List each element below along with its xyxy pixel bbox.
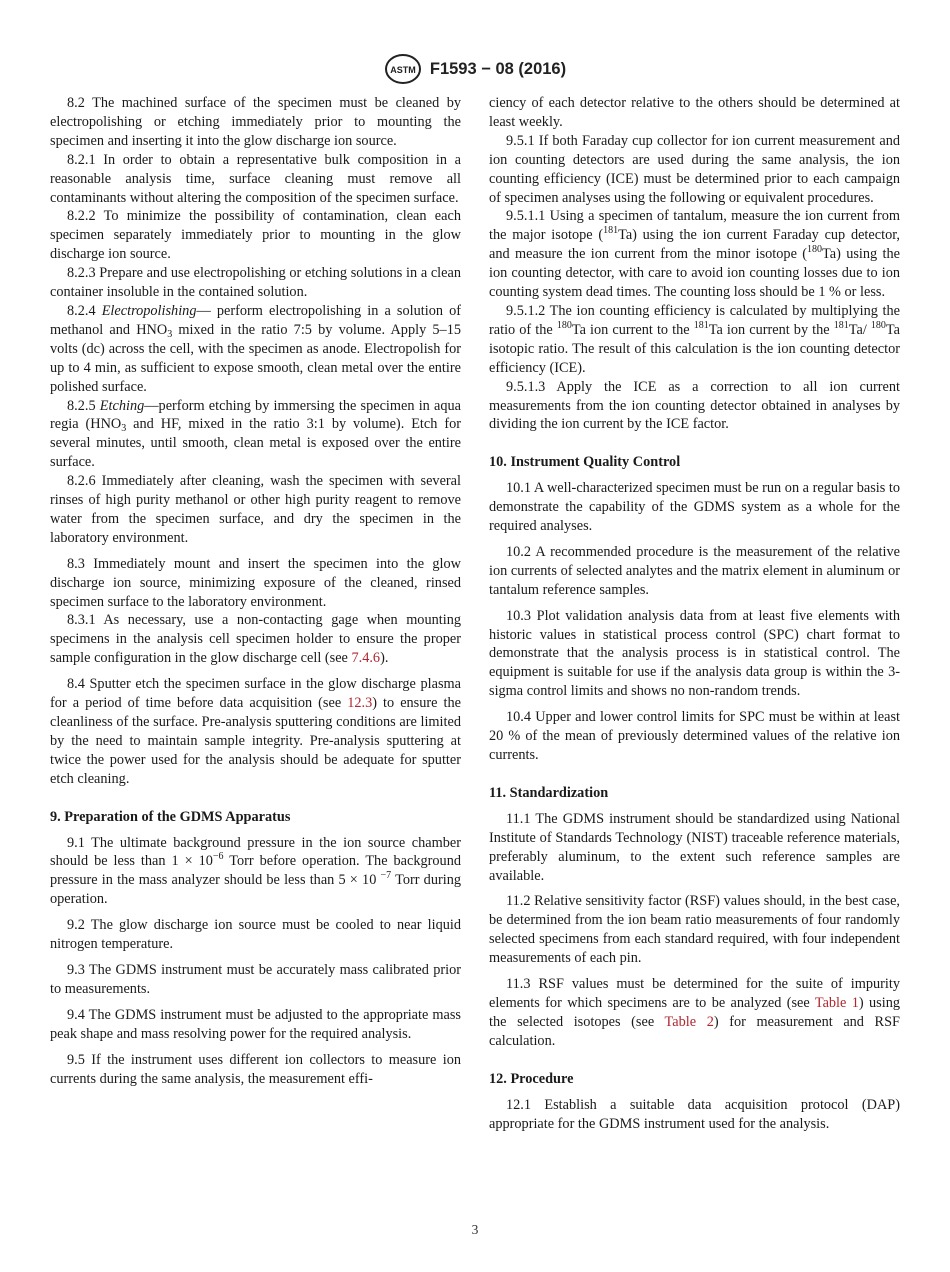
paragraph-11-2: 11.2 Relative sensitivity factor (RSF) values should, in the best case, be determined from the ion beam ratio measurements of four randomly selected specimens from each standard required, with four independent measurements of each pin. [489,893,900,967]
paragraph-10-1: 10.1 A well-characterized specimen must be run on a regular basis to demonstrate the capability of the GDMS system as a whole for the required analyses. [489,480,900,535]
paragraph-8-2: 8.2 The machined surface of the specimen must be cleaned by electropolishing or etching immediately prior to mounting the specimen and inserting it into the glow discharge ion source. [50,95,461,149]
paragraph-8-2-5: 8.2.5 Etching—perform etching by immersing the specimen in aqua regia ($HNO_3$ and HF, mixed in the ratio 3:1 by volume). Etch for several minutes, until smooth, clean metal is exposed over the entire surface. [50,397,461,471]
page-number: 3 [471,1222,479,1237]
paragraph-9-5-continued: ciency of each detector relative to the others should be determined at least weekly. [489,95,900,130]
paragraph-8-2-3: 8.2.3 Prepare and use electropolishing or etching solutions in a clean container insoluble in the contained solution. [50,265,461,301]
paragraph-9-1: 9.1 The ultimate background pressure in the ion source chamber should be less than $1 \times 10^{-6}$ Torr before operation. The background pressure in the mass analyzer should be less than 5 × 10 $^{-7}$ Torr during operation. [50,834,461,908]
paragraph-9-2: 9.2 The glow discharge ion source must be cooled to near liquid nitrogen temperature. [50,917,461,953]
paragraph-9-5-1-1: 9.5.1.1 Using a specimen of tantalum, measure the ion current from the major isotope ($^{181}$Ta) using the ion current Faraday cup detector, and measure the ion current from the minor isotope ($^{180}$Ta) using the ion counting detector, with care to avoid ion counting losses due to ion counting system dead times. The counting loss should be 1 % or less. [489,208,900,301]
section-heading-10: 10. Instrument Quality Control [489,454,681,471]
paragraph-10-3: 10.3 Plot validation analysis data from at least five elements with historic values in statistical process control (SPC) chart format to demonstrate that the analysis process is in statistical control. The equipment is suitable for use if the analysis data group is within the 3-sigma control limits and shows no non-random trends. [489,607,900,700]
paragraph-9-5-1-3: 9.5.1.3 Apply the ICE as a correction to all ion current measurements from the ion counting detector obtained in analyses by dividing the ion current by the ICE factor. [489,378,900,433]
section-heading-11: 11. Standardization [489,784,609,801]
link-table-2[interactable]: Table 2 [664,1013,714,1030]
link-7-4-6[interactable]: 7.4.6 [351,650,381,667]
paragraph-8-2-2: 8.2.2 To minimize the possibility of contamination, clean each specimen separately immediately prior to mounting in the glow discharge ion source. [50,208,461,263]
paragraph-8-2-6: 8.2.6 Immediately after cleaning, wash the specimen with several rinses of high purity methanol or other high purity reagent to remove water from the specimen surface, and dry the specimen in the laboratory environment. [50,473,461,546]
right-column [489,94,900,1133]
paragraph-10-4: 10.4 Upper and lower control limits for SPC must be within at least 20 % of the mean of previously determined values of the relative ion currents. [489,709,900,763]
paragraph-9-5-1-2: 9.5.1.2 The ion counting efficiency is calculated by multiplying the ratio of the $^{180}$Ta ion current to the $^{181}$Ta ion current by the $^{181}$Ta/ $^{180}$Ta isotopic ratio. The result of this calculation is the ion counting detector efficiency (ICE). [489,302,900,376]
paragraph-11-1: 11.1 The GDMS instrument should be standardized using National Institute of Standards Technology (NIST) traceable reference materials, preferably aluminum, to the extent such reference samples are available. [489,810,900,884]
astm-logo-icon [384,53,422,85]
paragraph-9-4: 9.4 The GDMS instrument must be adjusted to the appropriate mass peak shape and mass resolving power for the required analysis. [50,1006,461,1042]
svg-text:ASTM: ASTM [390,65,416,75]
page-header [0,52,950,86]
paragraph-8-4: 8.4 Sputter etch the specimen surface in the glow discharge plasma for a period of time before data acquisition (see 12.3) to ensure the cleanliness of the surface. Pre-analysis sputtering conditions are limited by the need to maintain sample integrity. Pre-analysis sputtering at twice the power used for the analysis should be adequate for sputter etch cleaning. [50,676,462,787]
link-12-3[interactable]: 12.3 [347,695,373,712]
left-column [50,94,461,1088]
paragraph-8-3: 8.3 Immediately mount and insert the specimen into the glow discharge ion source, minimizing exposure of the cleaned, rinsed specimen surface to the laboratory environment. [50,555,461,610]
term-electropolishing: Electropolishing [101,302,197,319]
term-etching: Etching [99,397,145,414]
paragraph-8-2-1: 8.2.1 In order to obtain a representative bulk composition in a reasonable analysis time, surface cleaning must remove all contaminants without altering the composition of the specimen surface. [50,151,461,206]
paragraph-8-3-1: 8.3.1 As necessary, use a non-contacting gage when mounting specimens in the analysis cell specimen holder to ensure the proper sample configuration in the glow discharge cell (see 7.4.6). [50,612,461,667]
paragraph-10-2: 10.2 A recommended procedure is the measurement of the relative ion currents of selected analytes and the matrix element in aluminum or tantalum reference samples. [489,543,900,598]
paragraph-9-5-1: 9.5.1 If both Faraday cup collector for ion current measurement and ion counting detectors are used during the same analysis, the ion counting efficiency (ICE) must be determined prior to each campaign of specimen analyses using the following or equivalent procedures. [489,132,900,206]
paragraph-12-1: 12.1 Establish a suitable data acquisition protocol (DAP) appropriate for the GDMS instrument used for the analysis. [489,1096,900,1132]
document-id: F1593 − 08 (2016) [429,59,567,78]
section-heading-12: 12. Procedure [489,1070,574,1087]
paragraph-9-3: 9.3 The GDMS instrument must be accurately mass calibrated prior to measurements. [50,961,461,997]
paragraph-11-3: 11.3 RSF values must be determined for the suite of impurity elements for which specimens are to be analyzed (see Table 1) using the selected isotopes (see Table 2) for measurement and RSF calculation. [489,976,900,1049]
paragraph-8-2-4: 8.2.4 Electropolishing— perform electropolishing in a solution of methanol and $HNO_3$ mixed in the ratio 7:5 by volume. Apply 5–15 volts (dc) across the cell, with the specimen as anode. Electropolish for up to 4 min, as sufficient to expose smooth, clean metal over the entire polished surface. [50,302,461,395]
link-table-1[interactable]: Table 1 [814,994,859,1011]
section-heading-9: 9. Preparation of the GDMS Apparatus [50,808,291,825]
paragraph-9-5: 9.5 If the instrument uses different ion collectors to measure ion currents during the same analysis, the measurement effi- [50,1051,461,1087]
